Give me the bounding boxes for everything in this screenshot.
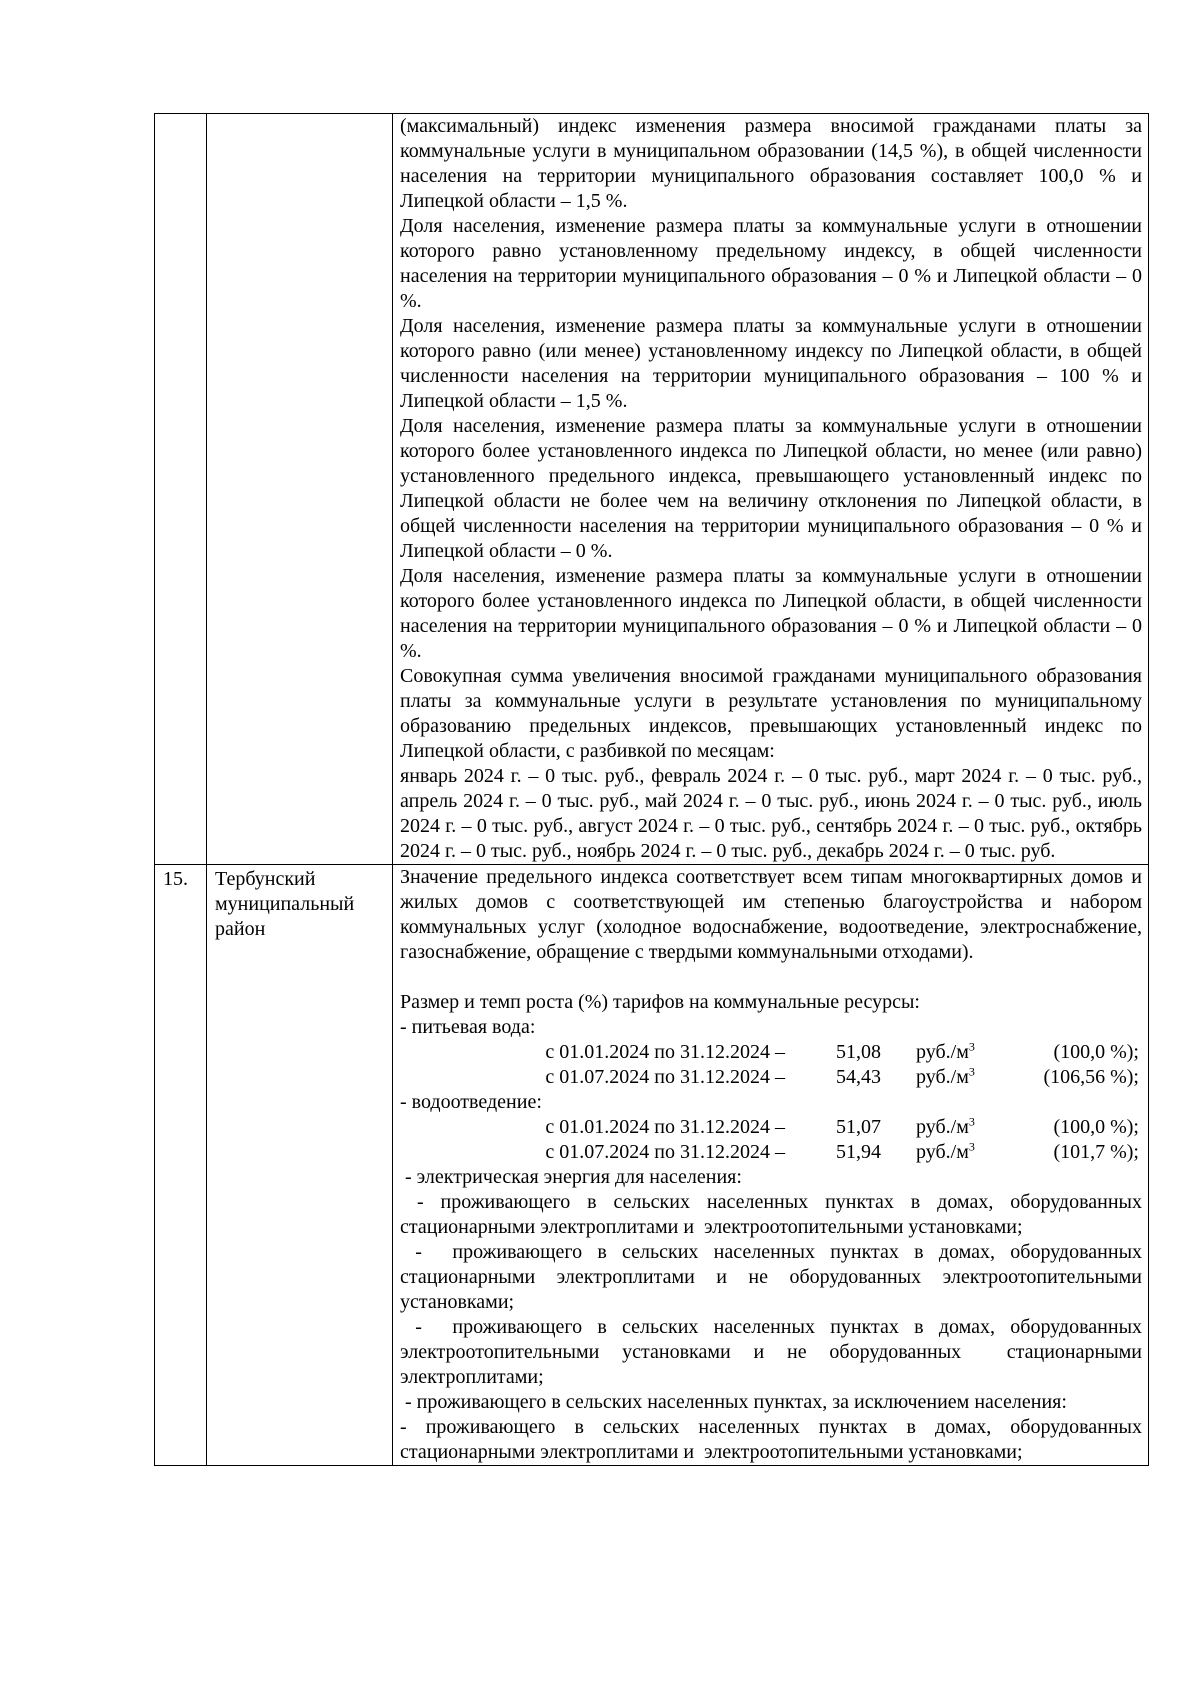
paragraph: Доля населения, изменение размера платы за коммунальные услуги в отношении которого равно (или менее) установленному индексу по Липецкой области, в общей численности населения на территории муниципального образования – 100 % и Липецкой области – 1,5 %.	[400, 315, 1142, 412]
rate-period: с 01.01.2024 по 31.12.2024 –	[545, 1116, 785, 1138]
row-content-cell	[393, 114, 1149, 865]
tariff-rate-row	[400, 1040, 1142, 1065]
paragraph: Доля населения, изменение размера платы за коммунальные услуги в отношении которого более установленного индекса по Липецкой области, в общей численности населения на территории муниципального образования – 0 % и Липецкой области – 0 %.	[400, 565, 1142, 662]
rate-percent: (100,0 %);	[1053, 1116, 1139, 1138]
rate-period: с 01.01.2024 по 31.12.2024 –	[545, 1041, 785, 1063]
rate-percent: (100,0 %);	[1053, 1041, 1139, 1063]
electric-item: - проживающего в сельских населенных пунктах в домах, оборудованных стационарными электроплитами и электроотопительными установками;	[400, 1416, 1147, 1463]
table-row	[155, 114, 1149, 865]
tariff-rate-row	[400, 1115, 1142, 1140]
municipality-name-cell	[207, 114, 393, 865]
paragraph: Доля населения, изменение размера платы за коммунальные услуги в отношении которого равно установленному предельному индексу, в общей численности населения на территории муниципального образования – 0 % и Липецкой области – 0 %.	[400, 215, 1142, 312]
rate-value: 51,08	[836, 1041, 881, 1063]
electric-item: - проживающего в сельских населенных пунктах в домах, оборудованных электроотопительными установками и не оборудованных стационарными электроплитами;	[400, 1316, 1147, 1388]
intro-paragraph: Значение предельного индекса соответствует всем типам многоквартирных домов и жилых домов с соответствующей им степенью благоустройства и набором коммунальных услуг (холодное водоснабжение, водоотведение, электроснабжение, газоснабжение, обращение с твердыми коммунальными отходами).	[400, 866, 1142, 963]
tariff-rate-row	[400, 1140, 1142, 1165]
paragraph: (максимальный) индекс изменения размера вносимой гражданами платы за коммунальные услуги в муниципальном образовании (14,5 %), в общей численности населения на территории муниципального образования составляет 100,0 % и Липецкой области – 1,5 %.	[400, 115, 1142, 212]
row-content-cell	[393, 865, 1149, 1466]
monthly-breakdown: январь 2024 г. – 0 тыс. руб., февраль 2024 г. – 0 тыс. руб., март 2024 г. – 0 тыс. руб., апрель 2024 г. – 0 тыс. руб., май 2024 г. – 0 тыс. руб., июнь 2024 г. – 0 тыс. руб., июль 2024 г. – 0 тыс. руб., август 2024 г. – 0 тыс. руб., сентябрь 2024 г. – 0 тыс. руб., октябрь 2024 г. – 0 тыс. руб., ноябрь 2024 г. – 0 тыс. руб., декабрь 2024 г. – 0 тыс. руб.	[400, 765, 1142, 862]
paragraph: Совокупная сумма увеличения вносимой гражданами муниципального образования платы за коммунальные услуги в результате установления по муниципальному образованию предельных индексов, превышающих установленный индекс по Липецкой области, с разбивкой по месяцам:	[400, 665, 1142, 762]
paragraph: Доля населения, изменение размера платы за коммунальные услуги в отношении которого более установленного индекса по Липецкой области, но менее (или равно) установленного предельного индекса, превышающего установленный индекс по Липецкой области не более чем на величину отклонения по Липецкой области, в общей численности населения на территории муниципального образования – 0 % и Липецкой области – 0 %.	[400, 415, 1142, 562]
rate-percent: (106,56 %);	[1043, 1066, 1139, 1088]
row-number: 15.	[163, 868, 188, 890]
rate-value: 51,94	[836, 1141, 881, 1163]
rate-unit: $руб./м^3$	[916, 1114, 975, 1138]
tariffs-heading: Размер и темп роста (%) тарифов на коммунальные ресурсы:	[400, 991, 920, 1013]
rate-unit: $руб./м^3$	[916, 1039, 975, 1063]
rate-unit: $руб./м^3$	[916, 1139, 975, 1163]
electric-item: - проживающего в сельских населенных пунктах в домах, оборудованных стационарными электроплитами и электроотопительными установками;	[400, 1191, 1147, 1238]
rate-period: с 01.07.2024 по 31.12.2024 –	[545, 1066, 785, 1088]
sewer-label: - водоотведение:	[400, 1091, 542, 1113]
tariff-table	[154, 113, 1149, 1466]
row-number-cell	[155, 865, 207, 1466]
municipality-name-cell	[207, 865, 393, 1466]
rate-period: с 01.07.2024 по 31.12.2024 –	[545, 1141, 785, 1163]
rate-percent: (101,7 %);	[1053, 1141, 1139, 1163]
rate-unit: $руб./м^3$	[916, 1064, 975, 1088]
tariff-rate-row	[400, 1065, 1142, 1090]
table-row	[155, 865, 1149, 1466]
rate-value: 51,07	[836, 1116, 881, 1138]
electric-item: - проживающего в сельских населенных пунктах в домах, оборудованных стационарными электроплитами и не оборудованных электроотопительными установками;	[400, 1241, 1147, 1313]
municipality-name: Тербунский муниципальный район	[215, 868, 355, 940]
electric-item: - проживающего в сельских населенных пунктах, за исключением населения:	[400, 1391, 1067, 1413]
electric-label: - электрическая энергия для населения:	[400, 1166, 742, 1188]
water-label: - питьевая вода:	[400, 1016, 536, 1038]
rate-value: 54,43	[836, 1066, 881, 1088]
row-number-cell	[155, 114, 207, 865]
